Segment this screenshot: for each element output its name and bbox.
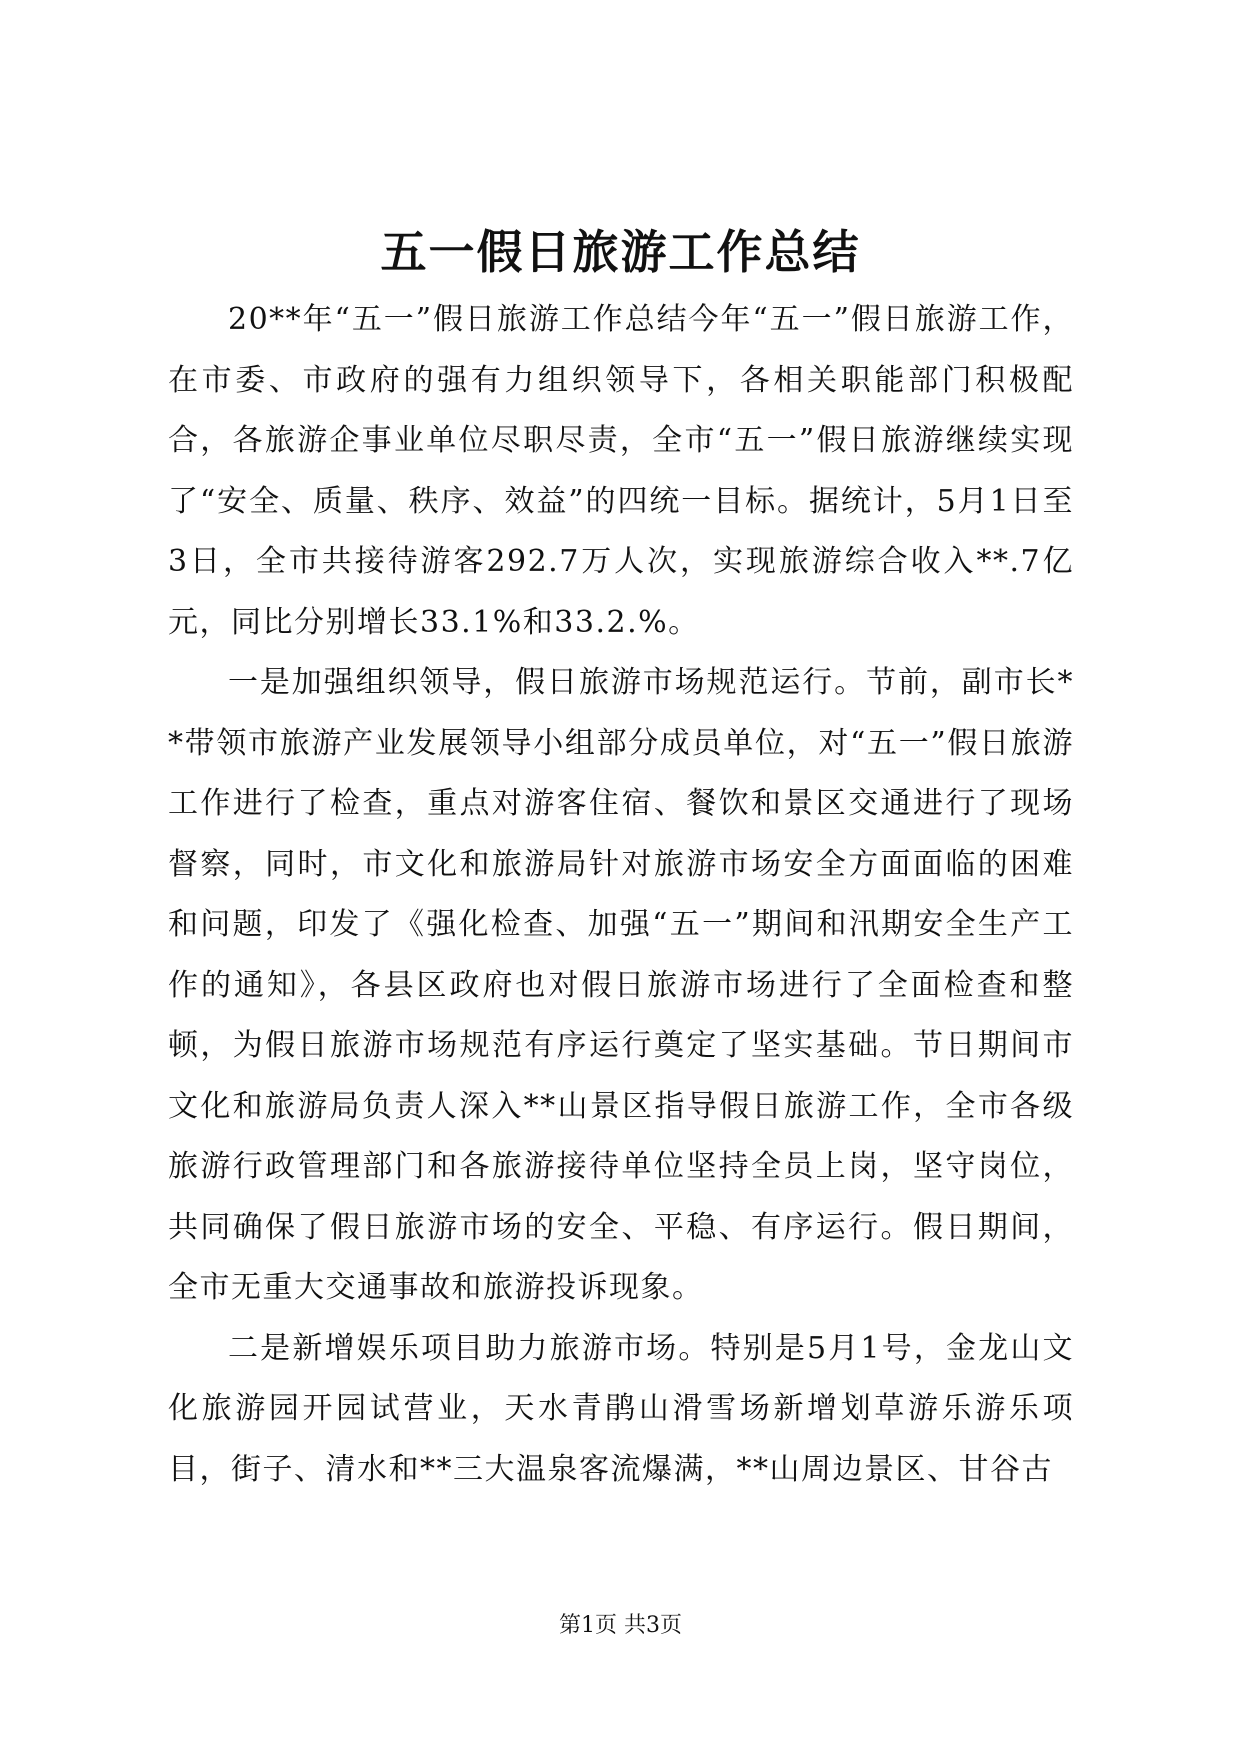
document-title: 五一假日旅游工作总结	[380, 225, 861, 279]
page-footer: 第1页 共3页	[559, 1613, 682, 1638]
paragraph-organization: 一是加强组织领导，假日旅游市场规范运行。节前，副市长**带领市旅游产业发展领导小组部分成员单位，对“五一”假日旅游工作进行了检查，重点对游客住宿、餐饮和景区交通进行了现场督察，同时，市文化和旅游局针对旅游市场安全方面面临的困难和问题，印发了《强化检查、加强“五一”期间和汛期安全生产工作的通知》，各县区政府也对假日旅游市场进行了全面检查和整顿，为假日旅游市场规范有序运行奠定了坚实基础。节日期间市文化和旅游局负责人深入**山景区指导假日旅游工作，全市各级旅游行政管理部门和各旅游接待单位坚持全员上岗，坚守岗位，共同确保了假日旅游市场的安全、平稳、有序运行。假日期间，全市无重大交通事故和旅游投诉现象。	[168, 665, 1074, 1305]
paragraph-new-projects: 二是新增娱乐项目助力旅游市场。特别是5月1号，金龙山文化旅游园开园试营业，天水青鹃山滑雪场新增划草游乐游乐项目，街子、清水和**三大温泉客流爆满，**山周边景区、甘谷古	[168, 1330, 1074, 1487]
paragraph-intro: 20**年“五一”假日旅游工作总结今年“五一”假日旅游工作，在市委、市政府的强有力组织领导下，各相关职能部门积极配合，各旅游企事业单位尽职尽责，全市“五一”假日旅游继续实现了“安全、质量、秩序、效益”的四统一目标。据统计，5月1日至3日，全市共接待游客292.7万人次，实现旅游综合收入**.7亿元，同比分别增长33.1%和33.2.%。	[168, 302, 1074, 640]
document-body	[168, 290, 1074, 1500]
